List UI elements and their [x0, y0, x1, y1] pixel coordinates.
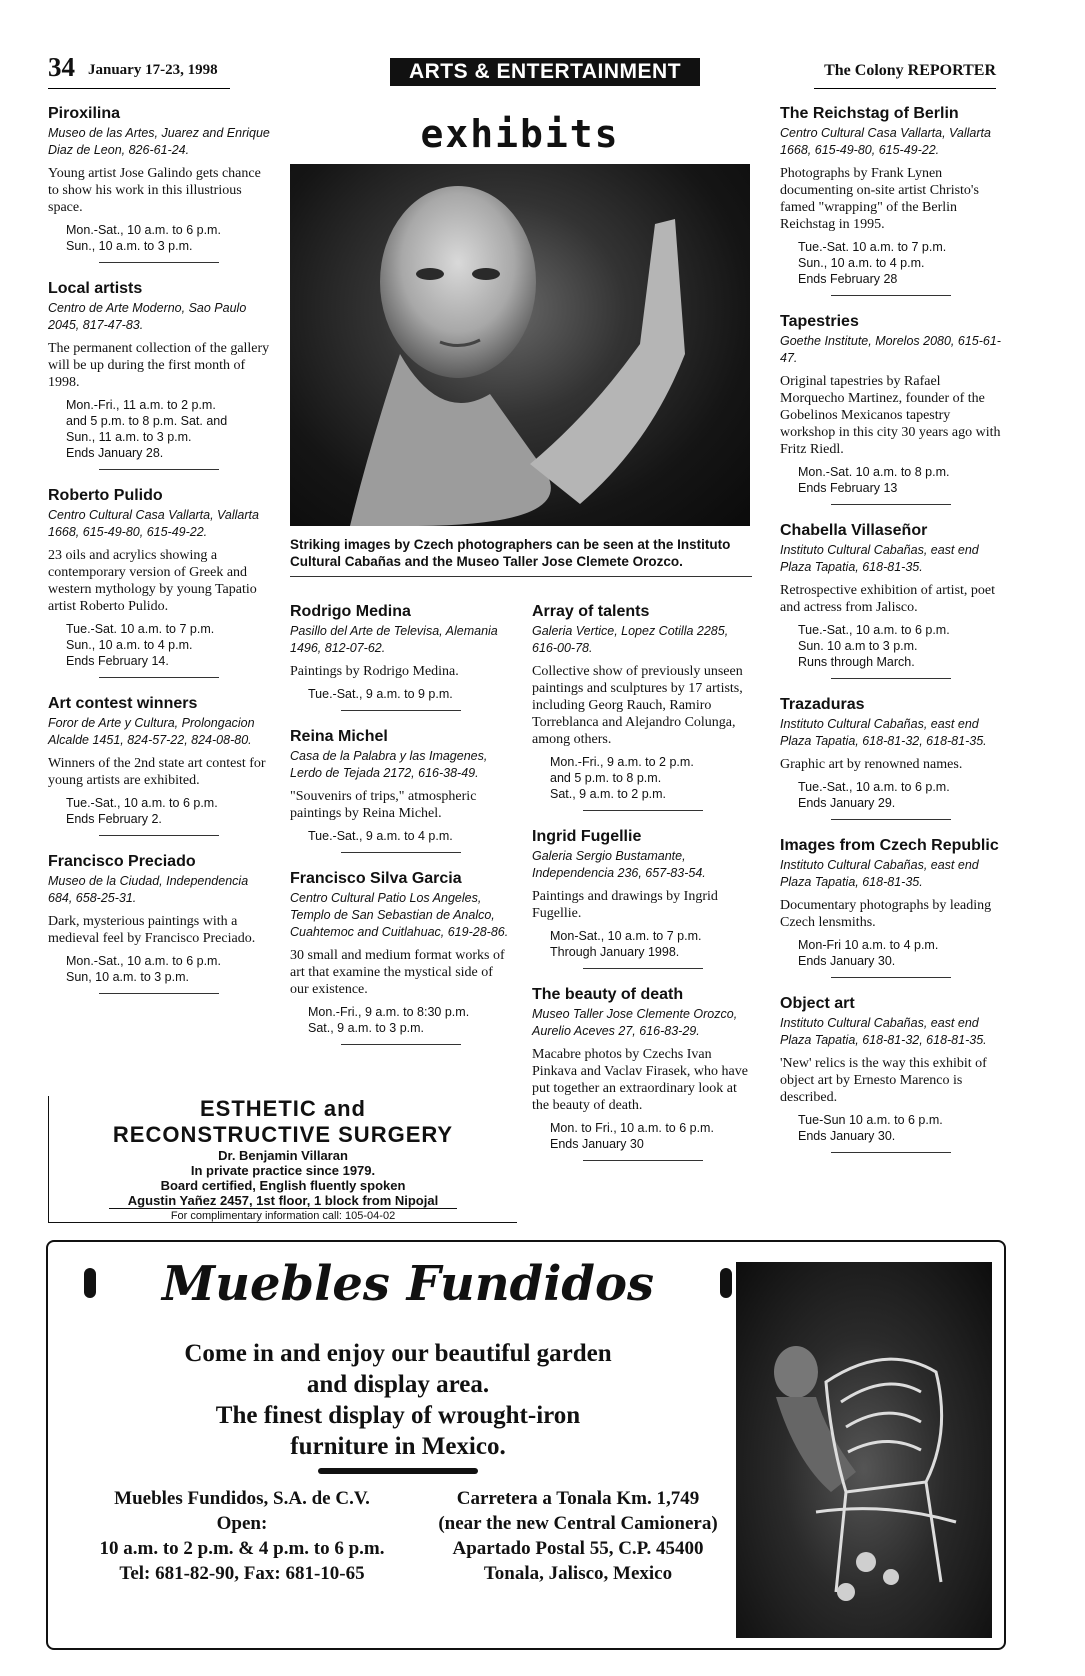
surgery-ad-line2: RECONSTRUCTIVE SURGERY — [112, 1122, 454, 1147]
exhibit-hours-line: Tue.-Sat., 10 a.m. to 6 p.m. — [798, 623, 950, 637]
exhibit-venue: Centro Cultural Patio Los Angeles, Templo de San Sebastian de Analco, Cuahtemoc and Cuitlahuac, 619-28-86. — [290, 891, 509, 939]
exhibit-hours-line: Sat., 9 a.m. to 3 p.m. — [308, 1021, 425, 1035]
exhibit-hours — [308, 686, 512, 702]
exhibit-description: Young artist Jose Galindo gets chance to show his work in this illustrious space. — [48, 166, 261, 215]
exhibit-hours — [66, 953, 270, 985]
exhibit-hours-line: Ends January 29. — [798, 796, 896, 810]
exhibit-hours-line: Sun., 11 a.m. to 3 p.m. — [66, 430, 192, 444]
muebles-tagline — [88, 1338, 708, 1462]
exhibit-hours — [798, 1112, 1002, 1144]
exhibit-title: Array of talents — [532, 603, 650, 620]
exhibit-hours-line: Sun., 10 a.m. to 3 p.m. — [66, 239, 193, 253]
caption-rule — [290, 576, 752, 577]
exhibit-description: The permanent collection of the gallery will be up during the first month of 1998. — [48, 341, 270, 390]
exhibit-listing — [290, 602, 512, 711]
page-number: 34 — [48, 52, 75, 82]
exhibit-hours-line: Tue-Sun 10 a.m. to 6 p.m. — [798, 1113, 943, 1127]
exhibit-venue: Instituto Cultural Cabañas, east end Plaza Tapatia, 618-81-35. — [780, 858, 979, 889]
surgery-ad-info: For complimentary information call: 105-04-02 — [109, 1208, 457, 1223]
exhibit-hours — [550, 1120, 754, 1152]
exhibit-description: Original tapestries by Rafael Morquecho Martinez, founder of the Gobelinos Mexicanos tapestry workshop in this city 30 years ago with Fritz Riedl. — [780, 374, 1001, 457]
surgery-ad — [48, 1096, 517, 1223]
listing-divider — [583, 810, 703, 811]
exhibit-venue: Museo Taller Jose Clemente Orozco, Aurelio Aceves 27, 616-83-29. — [532, 1007, 738, 1038]
right-info-1: Carretera a Tonala Km. 1,749 — [456, 1488, 700, 1509]
exhibit-title: Chabella Villaseñor — [780, 522, 928, 539]
muebles-left-info — [62, 1486, 422, 1586]
exhibit-venue: Museo de la Ciudad, Independencia 684, 658-25-31. — [48, 874, 249, 905]
listing-divider — [99, 993, 219, 994]
exhibit-hours-line: Sun., 10 a.m. to 4 p.m. — [798, 256, 925, 270]
header-rule-right — [814, 88, 996, 89]
exhibit-listing — [290, 727, 512, 853]
exhibit-venue: Centro de Arte Moderno, Sao Paulo 2045, 817-47-83. — [48, 301, 247, 332]
exhibit-listing — [48, 486, 270, 678]
exhibit-title: Art contest winners — [48, 695, 198, 712]
exhibit-venue: Instituto Cultural Cabañas, east end Plaza Tapatia, 618-81-35. — [780, 543, 979, 574]
exhibit-hours-line: Runs through March. — [798, 655, 915, 669]
tagline-line-3: The finest display of wrought-iron — [215, 1402, 581, 1429]
exhibit-hours — [66, 621, 270, 669]
surgery-ad-line1: ESTHETIC and — [199, 1096, 366, 1121]
left-info-3: 10 a.m. to 2 p.m. & 4 p.m. to 6 p.m. — [99, 1538, 385, 1559]
muebles-ad — [46, 1240, 1006, 1650]
exhibit-listing — [48, 852, 270, 994]
exhibit-hours-line: Ends January 30. — [798, 954, 896, 968]
column-1-listings — [48, 104, 270, 1010]
exhibit-description: Paintings and drawings by Ingrid Fugellie. — [532, 889, 718, 921]
section-banner — [390, 58, 700, 86]
listing-divider — [341, 710, 461, 711]
exhibit-description: Photographs by Frank Lynen documenting on-site artist Christo's famed "wrapping" of the Berlin Reichstag in 1995. — [780, 166, 979, 232]
tagline-line-4: furniture in Mexico. — [290, 1433, 506, 1460]
exhibit-hours-line: Sun. 10 a.m to 3 p.m. — [798, 639, 918, 653]
exhibit-listing — [532, 602, 754, 811]
exhibit-description: 'New' relics is the way this exhibit of object art by Ernesto Marenco is described. — [780, 1056, 987, 1105]
page-header — [48, 52, 1038, 92]
portrait-illustration — [290, 164, 750, 526]
exhibit-title: The Reichstag of Berlin — [780, 105, 959, 122]
exhibit-title: Rodrigo Medina — [290, 603, 411, 620]
section-title: ARTS & ENTERTAINMENT — [408, 60, 682, 83]
tagline-ornament — [318, 1468, 478, 1474]
listing-divider — [583, 968, 703, 969]
listing-divider — [99, 835, 219, 836]
exhibit-hours-line: Tue.-Sat. 10 a.m. to 7 p.m. — [798, 240, 947, 254]
exhibit-title: Roberto Pulido — [48, 487, 163, 504]
listing-divider — [99, 677, 219, 678]
listing-divider — [583, 1160, 703, 1161]
exhibit-hours — [66, 222, 270, 254]
exhibit-hours — [798, 464, 1002, 496]
tagline-line-1: Come in and enjoy our beautiful garden — [184, 1340, 612, 1367]
exhibit-title: Francisco Silva Garcia — [290, 870, 462, 887]
exhibit-hours — [798, 239, 1002, 287]
surgery-ad-doctor: Dr. Benjamin Villaran — [218, 1148, 348, 1163]
right-info-2: (near the new Central Camionera) — [438, 1513, 718, 1534]
exhibit-listing — [48, 104, 270, 263]
exhibit-hours-line: Mon.-Fri., 9 a.m. to 2 p.m. — [550, 755, 694, 769]
left-info-1: Muebles Fundidos, S.A. de C.V. — [114, 1488, 370, 1509]
listing-divider — [341, 852, 461, 853]
surgery-ad-practice: In private practice since 1979. — [190, 1163, 376, 1178]
exhibit-hours — [308, 1004, 512, 1036]
listing-divider — [341, 1044, 461, 1045]
left-info-2: Open: — [216, 1513, 268, 1534]
exhibit-venue: Instituto Cultural Cabañas, east end Plaza Tapatia, 618-81-32, 618-81-35. — [780, 1016, 987, 1047]
exhibit-hours-line: Ends January 28. — [66, 446, 164, 460]
exhibit-hours-line: Ends February 13 — [798, 481, 898, 495]
listing-divider — [831, 1152, 951, 1153]
exhibit-venue: Galeria Sergio Bustamante, Independencia 236, 657-83-54. — [532, 849, 706, 880]
exhibit-hours-line: and 5 p.m. to 8 p.m. Sat. and — [66, 414, 228, 428]
muebles-right-info — [428, 1486, 728, 1586]
exhibit-hours — [308, 828, 512, 844]
exhibit-venue: Pasillo del Arte de Televisa, Alemania 1496, 812-07-62. — [290, 624, 498, 655]
exhibit-hours-line: Mon.-Sat., 10 a.m. to 6 p.m. — [66, 223, 221, 237]
exhibit-venue: Centro Cultural Casa Vallarta, Vallarta 1668, 615-49-80, 615-49-22. — [48, 508, 259, 539]
bullet-left-icon — [84, 1268, 96, 1298]
exhibits-title: exhibits — [420, 112, 620, 156]
exhibit-description: Graphic art by renowned names. — [780, 757, 963, 772]
exhibit-title: Local artists — [48, 280, 143, 297]
exhibit-description: Retrospective exhibition of artist, poet and actress from Jalisco. — [780, 583, 996, 615]
exhibit-venue: Foror de Arte y Cultura, Prolongacion Alcalde 1451, 824-57-22, 824-08-80. — [48, 716, 255, 747]
exhibit-hours-line: Tue.-Sat., 10 a.m. to 6 p.m. — [66, 796, 218, 810]
header-rule-left — [48, 88, 230, 89]
exhibit-listing — [780, 836, 1002, 978]
left-info-4: Tel: 681-82-90, Fax: 681-10-65 — [119, 1563, 365, 1584]
exhibit-hours-line: Mon-Fri 10 a.m. to 4 p.m. — [798, 938, 939, 952]
exhibit-hours-line: Mon.-Fri., 9 a.m. to 8:30 p.m. — [308, 1005, 470, 1019]
exhibit-venue: Casa de la Palabra y las Imagenes, Lerdo de Tejada 2172, 616-38-49. — [290, 749, 488, 780]
photo-caption: Striking images by Czech photographers can be seen at the Instituto Cultural Cabañas and the Museo Taller Jose Clemete Orozco. — [290, 537, 731, 569]
exhibit-hours — [550, 754, 754, 802]
listing-divider — [831, 678, 951, 679]
publication-name: The Colony REPORTER — [824, 62, 996, 79]
exhibit-hours-line: Ends January 30. — [798, 1129, 896, 1143]
exhibit-hours-line: Mon.-Sat., 10 a.m. to 6 p.m. — [66, 954, 221, 968]
exhibit-hours-line: Tue.-Sat., 10 a.m. to 6 p.m. — [798, 780, 950, 794]
exhibit-title: The beauty of death — [532, 986, 684, 1003]
exhibit-hours-line: Sat., 9 a.m. to 2 p.m. — [550, 787, 667, 801]
exhibit-venue: Galeria Vertice, Lopez Cotilla 2285, 616-00-78. — [532, 624, 729, 655]
exhibit-listing — [532, 985, 754, 1161]
listing-divider — [831, 977, 951, 978]
column-3-listings — [532, 602, 754, 1177]
exhibit-hours-line: Ends January 30 — [550, 1137, 644, 1151]
issue-date: January 17-23, 1998 — [88, 62, 218, 78]
exhibit-listing — [780, 521, 1002, 679]
exhibit-listing — [780, 994, 1002, 1153]
exhibit-venue: Museo de las Artes, Juarez and Enrique Diaz de Leon, 826-61-24. — [48, 126, 270, 157]
exhibit-hours-line: Mon.-Fri., 11 a.m. to 2 p.m. — [66, 398, 216, 412]
exhibit-title: Reina Michel — [290, 728, 388, 745]
exhibit-listing — [48, 279, 270, 470]
listing-divider — [831, 819, 951, 820]
listing-divider — [831, 504, 951, 505]
exhibit-title: Object art — [780, 995, 855, 1012]
column-2-listings — [290, 602, 512, 1061]
exhibit-hours-line: Ends February 28 — [798, 272, 898, 286]
right-info-4: Tonala, Jalisco, Mexico — [483, 1563, 673, 1584]
column-4-listings — [780, 104, 1002, 1169]
exhibit-listing — [48, 694, 270, 836]
exhibit-description: Documentary photographs by leading Czech lensmiths. — [780, 898, 992, 930]
exhibit-listing — [780, 695, 1002, 820]
exhibit-hours-line: Mon. to Fri., 10 a.m. to 6 p.m. — [550, 1121, 714, 1135]
exhibit-hours-line: and 5 p.m. to 8 p.m. — [550, 771, 662, 785]
exhibit-hours — [66, 397, 270, 461]
exhibit-hours-line: Tue.-Sat., 9 a.m. to 4 p.m. — [308, 829, 453, 843]
exhibit-title: Images from Czech Republic — [780, 837, 999, 854]
listing-divider — [831, 295, 951, 296]
exhibit-hours-line: Ends February 2. — [66, 812, 162, 826]
exhibit-description: 30 small and medium format works of art that examine the mystical side of our existence. — [290, 948, 505, 997]
exhibit-hours — [798, 622, 1002, 670]
exhibit-title: Piroxilina — [48, 105, 121, 122]
exhibit-hours-line: Sun., 10 a.m. to 4 p.m. — [66, 638, 193, 652]
exhibit-description: Dark, mysterious paintings with a medieval feel by Francisco Preciado. — [48, 914, 256, 946]
exhibit-hours — [66, 795, 270, 827]
garden-photo — [736, 1262, 992, 1638]
exhibit-hours-line: Tue.-Sat., 9 a.m. to 9 p.m. — [308, 687, 453, 701]
featured-photo — [290, 164, 750, 526]
exhibit-title: Tapestries — [780, 313, 859, 330]
muebles-title: Muebles Fundidos — [161, 1256, 655, 1312]
exhibit-hours — [798, 779, 1002, 811]
exhibit-venue: Goethe Institute, Morelos 2080, 615-61-47. — [780, 334, 1001, 365]
exhibit-description: 23 oils and acrylics showing a contemporary version of Greek and western mythology by young Tapatio artist Roberto Pulido. — [48, 548, 257, 614]
wrought-iron-chair-illustration — [736, 1262, 992, 1638]
exhibit-hours — [798, 937, 1002, 969]
tagline-line-2: and display area. — [306, 1371, 490, 1398]
exhibit-description: Collective show of previously unseen paintings and sculptures by 17 artists, including Georg Rauch, Ramiro Torreblanca and Alejandro Colunga, among others. — [532, 664, 743, 747]
exhibit-description: Paintings by Rodrigo Medina. — [290, 664, 459, 679]
listing-divider — [99, 469, 219, 470]
exhibit-hours-line: Mon.-Sat. 10 a.m. to 8 p.m. — [798, 465, 950, 479]
exhibit-venue: Instituto Cultural Cabañas, east end Plaza Tapatia, 618-81-32, 618-81-35. — [780, 717, 987, 748]
exhibit-listing — [290, 869, 512, 1045]
surgery-ad-address: Agustin Yañez 2457, 1st floor, 1 block from Nipojal — [127, 1193, 439, 1208]
exhibit-listing — [780, 104, 1002, 296]
exhibit-venue: Centro Cultural Casa Vallarta, Vallarta 1668, 615-49-80, 615-49-22. — [780, 126, 991, 157]
exhibit-description: Winners of the 2nd state art contest for young artists are exhibited. — [48, 756, 266, 788]
surgery-ad-board: Board certified, English fluently spoken — [160, 1178, 406, 1193]
exhibit-title: Ingrid Fugellie — [532, 828, 642, 845]
right-info-3: Apartado Postal 55, C.P. 45400 — [452, 1538, 704, 1559]
bullet-right-icon — [720, 1268, 732, 1298]
exhibit-hours-line: Mon-Sat., 10 a.m. to 7 p.m. — [550, 929, 702, 943]
exhibit-title: Trazaduras — [780, 696, 865, 713]
exhibit-hours-line: Through January 1998. — [550, 945, 680, 959]
exhibit-description: Macabre photos by Czechs Ivan Pinkava and Vaclav Firasek, who have put together an extraordinary look at the beauty of death. — [532, 1047, 748, 1113]
exhibit-description: "Souvenirs of trips," atmospheric paintings by Reina Michel. — [290, 789, 477, 821]
exhibit-listing — [532, 827, 754, 969]
exhibit-hours-line: Ends February 14. — [66, 654, 169, 668]
exhibit-listing — [780, 312, 1002, 505]
exhibit-hours — [550, 928, 754, 960]
exhibit-title: Francisco Preciado — [48, 853, 196, 870]
exhibit-hours-line: Tue.-Sat. 10 a.m. to 7 p.m. — [66, 622, 215, 636]
exhibit-hours-line: Sun, 10 a.m. to 3 p.m. — [66, 970, 189, 984]
listing-divider — [99, 262, 219, 263]
